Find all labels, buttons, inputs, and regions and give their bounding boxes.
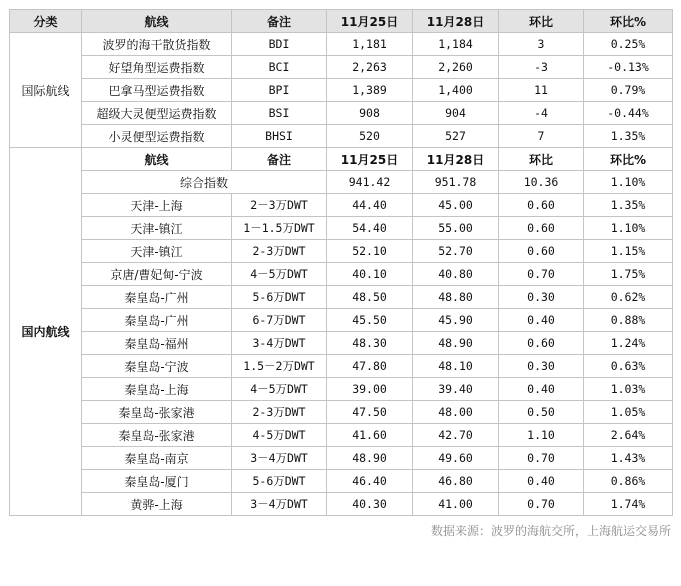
table-row [10,332,673,355]
change-cell: 0.70 [499,263,584,286]
table-row [10,263,673,286]
index-code-cell: BPI [232,79,327,102]
value-date2-cell: 1,184 [413,33,499,56]
change-pct-cell: 0.62% [584,286,673,309]
change-cell: 0.60 [499,332,584,355]
table-row [10,194,673,217]
change-pct-cell: 2.64% [584,424,673,447]
vessel-size-cell: 2-3万DWT [232,240,327,263]
table-row [10,470,673,493]
route-cell: 波罗的海干散货指数 [82,33,232,56]
freight-index-table [9,9,673,516]
change-pct-cell: 1.35% [584,125,673,148]
header-note: 备注 [232,10,327,33]
change-pct-cell: 0.88% [584,309,673,332]
value-date1-cell: 1,389 [327,79,413,102]
value-date2-cell: 48.10 [413,355,499,378]
change-cell: 0.60 [499,217,584,240]
value-date1-cell: 48.90 [327,447,413,470]
composite-index-row [10,171,673,194]
value-date2-cell: 48.90 [413,332,499,355]
table-row [10,240,673,263]
vessel-size-cell: 2－3万DWT [232,194,327,217]
change-pct-cell: 0.63% [584,355,673,378]
header-change-pct: 环比% [584,10,673,33]
composite-label: 综合指数 [82,171,327,194]
vessel-size-cell: 5-6万DWT [232,470,327,493]
change-pct-cell: 1.74% [584,493,673,516]
value-date1-cell: 41.60 [327,424,413,447]
change-pct-cell: 0.86% [584,470,673,493]
table-row [10,309,673,332]
value-date1-cell: 908 [327,102,413,125]
composite-change-pct: 1.10% [584,171,673,194]
change-cell: 0.40 [499,309,584,332]
value-date1-cell: 39.00 [327,378,413,401]
header-date2: 11月28日 [413,10,499,33]
change-pct-cell: 1.35% [584,194,673,217]
change-pct-cell: 0.79% [584,79,673,102]
change-cell: 0.30 [499,355,584,378]
value-date2-cell: 41.00 [413,493,499,516]
value-date1-cell: 44.40 [327,194,413,217]
change-cell: 11 [499,79,584,102]
change-cell: 3 [499,33,584,56]
route-cell: 秦皇岛-厦门 [82,470,232,493]
value-date1-cell: 48.30 [327,332,413,355]
table-row [10,102,673,125]
route-cell: 京唐/曹妃甸-宁波 [82,263,232,286]
change-pct-cell: 1.24% [584,332,673,355]
vessel-size-cell: 4－5万DWT [232,378,327,401]
value-date2-cell: 527 [413,125,499,148]
value-date2-cell: 39.40 [413,378,499,401]
table-row [10,378,673,401]
value-date2-cell: 46.80 [413,470,499,493]
value-date1-cell: 45.50 [327,309,413,332]
change-cell: 0.40 [499,470,584,493]
header-category: 分类 [10,10,82,33]
value-date1-cell: 520 [327,125,413,148]
route-cell: 天津-镇江 [82,217,232,240]
route-cell: 天津-上海 [82,194,232,217]
vessel-size-cell: 3－4万DWT [232,493,327,516]
table-row [10,286,673,309]
route-cell: 好望角型运费指数 [82,56,232,79]
value-date2-cell: 52.70 [413,240,499,263]
table-row [10,493,673,516]
table-row [10,217,673,240]
change-cell: 7 [499,125,584,148]
route-cell: 黄骅-上海 [82,493,232,516]
freight-index-table-container [9,9,672,539]
domestic-header-row [10,148,673,171]
table-row [10,56,673,79]
vessel-size-cell: 6-7万DWT [232,309,327,332]
change-cell: 1.10 [499,424,584,447]
route-cell: 超级大灵便型运费指数 [82,102,232,125]
change-cell: 0.50 [499,401,584,424]
route-cell: 秦皇岛-福州 [82,332,232,355]
data-source-note: 数据来源：波罗的海航交所，上海航运交易所 [430,524,671,538]
header-date1: 11月25日 [327,10,413,33]
domestic-header-change: 环比 [499,148,584,171]
change-cell: 0.60 [499,240,584,263]
table-row [10,401,673,424]
domestic-header-note: 备注 [232,148,327,171]
change-cell: -3 [499,56,584,79]
change-pct-cell: -0.13% [584,56,673,79]
index-code-cell: BSI [232,102,327,125]
value-date2-cell: 49.60 [413,447,499,470]
table-row [10,424,673,447]
value-date1-cell: 2,263 [327,56,413,79]
value-date2-cell: 45.90 [413,309,499,332]
table-row [10,447,673,470]
route-cell: 天津-镇江 [82,240,232,263]
value-date1-cell: 48.50 [327,286,413,309]
route-cell: 巴拿马型运费指数 [82,79,232,102]
vessel-size-cell: 1.5－2万DWT [232,355,327,378]
change-pct-cell: 0.25% [584,33,673,56]
vessel-size-cell: 4-5万DWT [232,424,327,447]
change-pct-cell: 1.03% [584,378,673,401]
value-date2-cell: 40.80 [413,263,499,286]
change-cell: 0.30 [499,286,584,309]
value-date1-cell: 40.10 [327,263,413,286]
composite-change: 10.36 [499,171,584,194]
value-date2-cell: 48.00 [413,401,499,424]
route-cell: 秦皇岛-张家港 [82,401,232,424]
route-cell: 秦皇岛-宁波 [82,355,232,378]
vessel-size-cell: 2-3万DWT [232,401,327,424]
change-cell: 0.40 [499,378,584,401]
domestic-header-change-pct: 环比% [584,148,673,171]
route-cell: 小灵便型运费指数 [82,125,232,148]
value-date2-cell: 2,260 [413,56,499,79]
header-change: 环比 [499,10,584,33]
change-pct-cell: 1.10% [584,217,673,240]
change-pct-cell: 1.15% [584,240,673,263]
vessel-size-cell: 1－1.5万DWT [232,217,327,240]
value-date2-cell: 1,400 [413,79,499,102]
route-cell: 秦皇岛-广州 [82,309,232,332]
header-route: 航线 [82,10,232,33]
change-cell: 0.70 [499,447,584,470]
category-domestic: 国内航线 [10,148,82,516]
index-code-cell: BCI [232,56,327,79]
domestic-header-route: 航线 [82,148,232,171]
table-header-row [10,10,673,33]
value-date2-cell: 45.00 [413,194,499,217]
change-pct-cell: 1.43% [584,447,673,470]
composite-date1: 941.42 [327,171,413,194]
value-date1-cell: 1,181 [327,33,413,56]
value-date2-cell: 55.00 [413,217,499,240]
value-date1-cell: 47.50 [327,401,413,424]
change-cell: 0.60 [499,194,584,217]
change-pct-cell: 1.75% [584,263,673,286]
value-date1-cell: 47.80 [327,355,413,378]
vessel-size-cell: 3-4万DWT [232,332,327,355]
value-date2-cell: 48.80 [413,286,499,309]
table-row [10,125,673,148]
value-date1-cell: 52.10 [327,240,413,263]
composite-date2: 951.78 [413,171,499,194]
table-row [10,79,673,102]
category-international: 国际航线 [10,33,82,148]
change-pct-cell: 1.05% [584,401,673,424]
value-date1-cell: 40.30 [327,493,413,516]
route-cell: 秦皇岛-张家港 [82,424,232,447]
route-cell: 秦皇岛-南京 [82,447,232,470]
vessel-size-cell: 4－5万DWT [232,263,327,286]
value-date1-cell: 54.40 [327,217,413,240]
change-cell: -4 [499,102,584,125]
value-date2-cell: 42.70 [413,424,499,447]
domestic-header-date2: 11月28日 [413,148,499,171]
value-date1-cell: 46.40 [327,470,413,493]
value-date2-cell: 904 [413,102,499,125]
vessel-size-cell: 3－4万DWT [232,447,327,470]
table-row [10,355,673,378]
route-cell: 秦皇岛-广州 [82,286,232,309]
route-cell: 秦皇岛-上海 [82,378,232,401]
change-cell: 0.70 [499,493,584,516]
vessel-size-cell: 5-6万DWT [232,286,327,309]
index-code-cell: BDI [232,33,327,56]
table-row [10,33,673,56]
domestic-header-date1: 11月25日 [327,148,413,171]
change-pct-cell: -0.44% [584,102,673,125]
index-code-cell: BHSI [232,125,327,148]
